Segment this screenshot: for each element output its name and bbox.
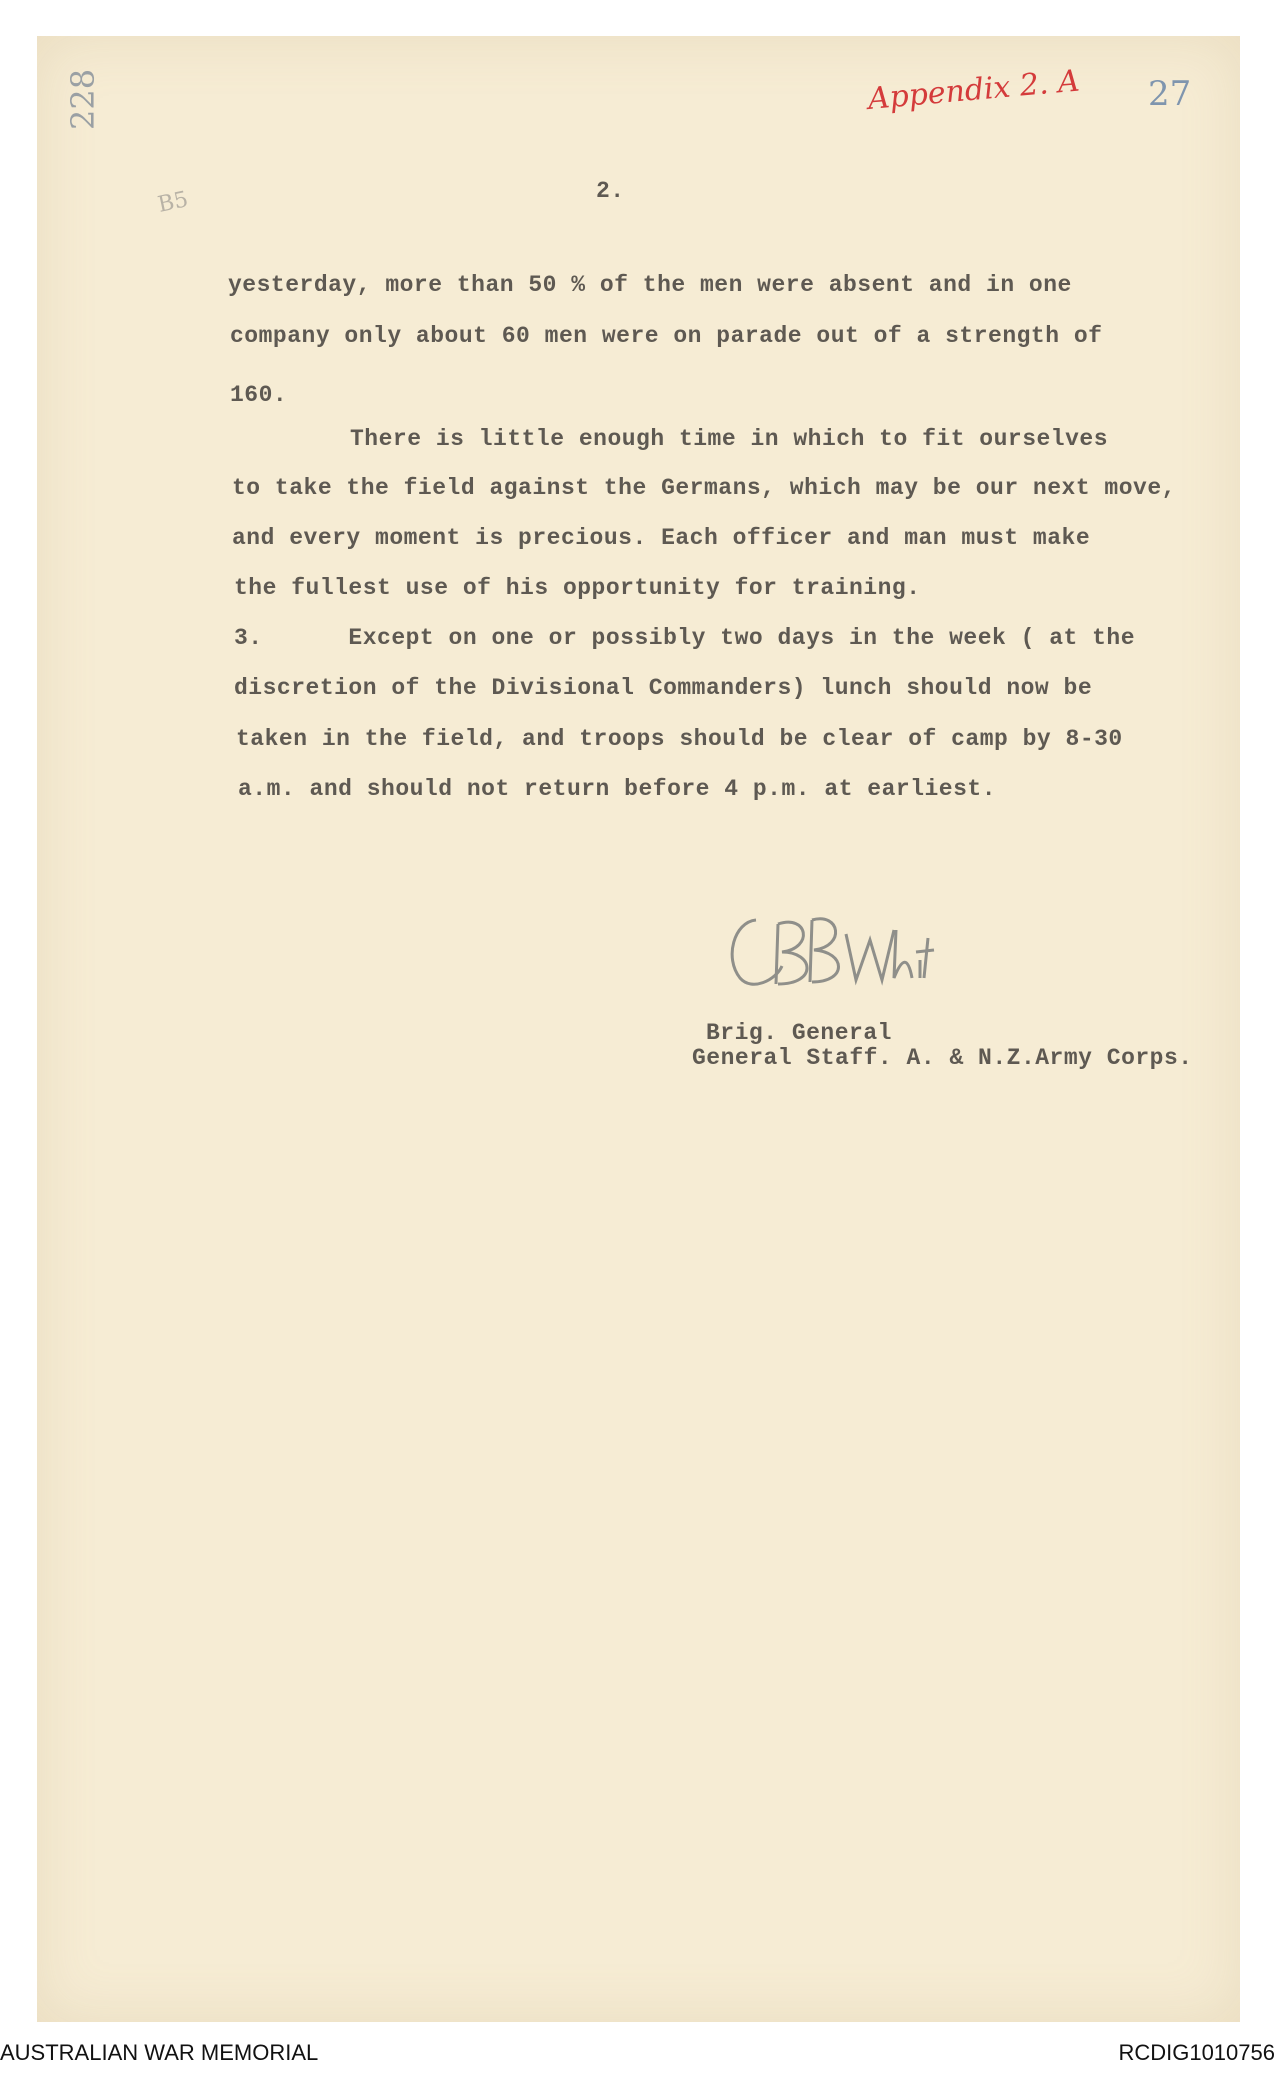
folio-number: 27: [1148, 74, 1192, 114]
body-line: to take the field against the Germans, which may be our next move,: [232, 475, 1176, 501]
body-line: company only about 60 men were on parade out of a strength of: [230, 323, 1103, 349]
body-line: a.m. and should not return before 4 p.m. at earliest.: [238, 776, 997, 802]
footer-right: RCDIG1010756: [1118, 2040, 1275, 2065]
appendix-annotation: Appendix 2. A: [866, 63, 1081, 117]
margin-mark: B5: [155, 187, 191, 218]
body-line: and every moment is precious. Each officer and man must make: [232, 525, 1091, 551]
body-line: There is little enough time in which to fit ourselves: [350, 426, 1109, 452]
signature-title: Brig. General: [706, 1020, 892, 1046]
body-line: the fullest use of his opportunity for training.: [234, 575, 921, 601]
signature-staff-line: General Staff. A. & N.Z.Army Corps.: [692, 1045, 1193, 1071]
handwritten-signature: [716, 900, 936, 1000]
body-line: discretion of the Divisional Commanders) lunch should now be: [234, 675, 1093, 701]
footer-left: AUSTRALIAN WAR MEMORIAL: [0, 2040, 319, 2065]
body-line: taken in the field, and troops should be clear of camp by 8-30: [236, 726, 1123, 752]
body-line: 160.: [230, 382, 288, 408]
body-line: 3. Except on one or possibly two days in the week ( at the: [234, 625, 1136, 651]
margin-number: 228: [64, 68, 102, 130]
body-line: yesterday, more than 50 % of the men were absent and in one: [228, 272, 1072, 298]
page-number: 2.: [596, 178, 625, 204]
